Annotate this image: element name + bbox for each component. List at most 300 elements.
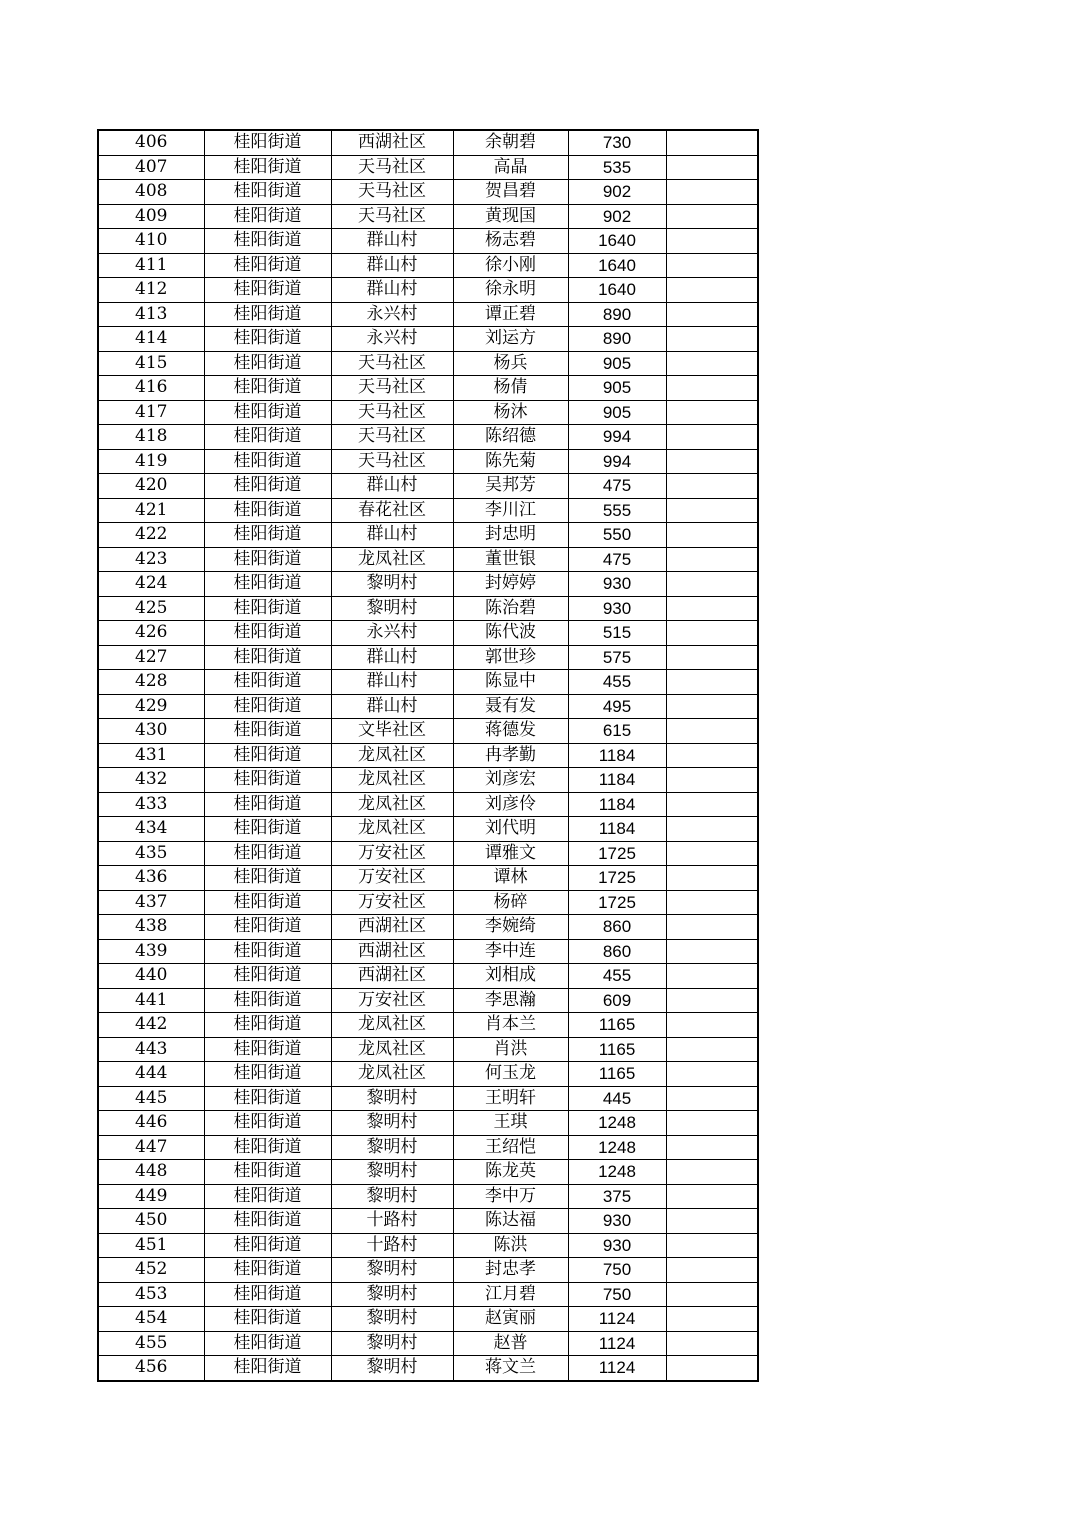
amount-cell: 930 [568, 572, 666, 597]
amount-cell: 1640 [568, 253, 666, 278]
amount-cell: 1248 [568, 1135, 666, 1160]
blank-cell [666, 915, 758, 940]
blank-cell [666, 1135, 758, 1160]
table-row [98, 1160, 758, 1185]
community-cell: 万安社区 [331, 988, 453, 1013]
row-number-cell: 421 [98, 498, 204, 523]
table-row [98, 645, 758, 670]
row-number-cell: 415 [98, 351, 204, 376]
table-row [98, 964, 758, 989]
name-cell: 陈绍德 [453, 425, 568, 450]
blank-cell [666, 1331, 758, 1356]
street-cell: 桂阳街道 [204, 1135, 331, 1160]
street-cell: 桂阳街道 [204, 621, 331, 646]
row-number-cell: 448 [98, 1160, 204, 1185]
table-row [98, 743, 758, 768]
name-cell: 王琪 [453, 1111, 568, 1136]
table-row [98, 694, 758, 719]
amount-cell: 860 [568, 939, 666, 964]
table-row [98, 866, 758, 891]
name-cell: 赵寅丽 [453, 1307, 568, 1332]
blank-cell [666, 1086, 758, 1111]
blank-cell [666, 229, 758, 254]
row-number-cell: 437 [98, 890, 204, 915]
table-row [98, 180, 758, 205]
amount-cell: 1184 [568, 743, 666, 768]
community-cell: 黎明村 [331, 1258, 453, 1283]
name-cell: 杨倩 [453, 376, 568, 401]
street-cell: 桂阳街道 [204, 792, 331, 817]
amount-cell: 1248 [568, 1160, 666, 1185]
street-cell: 桂阳街道 [204, 1062, 331, 1087]
street-cell: 桂阳街道 [204, 1013, 331, 1038]
table-row [98, 376, 758, 401]
street-cell: 桂阳街道 [204, 523, 331, 548]
amount-cell: 905 [568, 376, 666, 401]
street-cell: 桂阳街道 [204, 694, 331, 719]
blank-cell [666, 1111, 758, 1136]
amount-cell: 1184 [568, 768, 666, 793]
community-cell: 西湖社区 [331, 939, 453, 964]
amount-cell: 475 [568, 474, 666, 499]
community-cell: 群山村 [331, 645, 453, 670]
amount-cell: 930 [568, 1233, 666, 1258]
blank-cell [666, 1184, 758, 1209]
row-number-cell: 436 [98, 866, 204, 891]
name-cell: 刘彦宏 [453, 768, 568, 793]
name-cell: 陈治碧 [453, 596, 568, 621]
blank-cell [666, 1037, 758, 1062]
street-cell: 桂阳街道 [204, 180, 331, 205]
row-number-cell: 441 [98, 988, 204, 1013]
street-cell: 桂阳街道 [204, 1258, 331, 1283]
blank-cell [666, 719, 758, 744]
row-number-cell: 432 [98, 768, 204, 793]
name-cell: 杨志碧 [453, 229, 568, 254]
street-cell: 桂阳街道 [204, 841, 331, 866]
row-number-cell: 456 [98, 1356, 204, 1381]
community-cell: 黎明村 [331, 1356, 453, 1381]
amount-cell: 1165 [568, 1062, 666, 1087]
amount-cell: 860 [568, 915, 666, 940]
table-row [98, 1086, 758, 1111]
community-cell: 天马社区 [331, 204, 453, 229]
blank-cell [666, 572, 758, 597]
street-cell: 桂阳街道 [204, 498, 331, 523]
row-number-cell: 425 [98, 596, 204, 621]
blank-cell [666, 351, 758, 376]
blank-cell [666, 817, 758, 842]
community-cell: 黎明村 [331, 1086, 453, 1111]
street-cell: 桂阳街道 [204, 939, 331, 964]
street-cell: 桂阳街道 [204, 229, 331, 254]
table-row [98, 1307, 758, 1332]
amount-cell: 890 [568, 302, 666, 327]
street-cell: 桂阳街道 [204, 645, 331, 670]
name-cell: 谭正碧 [453, 302, 568, 327]
blank-cell [666, 670, 758, 695]
row-number-cell: 450 [98, 1209, 204, 1234]
amount-cell: 615 [568, 719, 666, 744]
blank-cell [666, 130, 758, 155]
table-row [98, 400, 758, 425]
table-row [98, 817, 758, 842]
blank-cell [666, 1013, 758, 1038]
row-number-cell: 416 [98, 376, 204, 401]
street-cell: 桂阳街道 [204, 1331, 331, 1356]
name-cell: 陈达福 [453, 1209, 568, 1234]
row-number-cell: 406 [98, 130, 204, 155]
table-row [98, 278, 758, 303]
street-cell: 桂阳街道 [204, 719, 331, 744]
table-row [98, 130, 758, 155]
amount-cell: 930 [568, 596, 666, 621]
name-cell: 肖洪 [453, 1037, 568, 1062]
street-cell: 桂阳街道 [204, 547, 331, 572]
amount-cell: 730 [568, 130, 666, 155]
name-cell: 王明轩 [453, 1086, 568, 1111]
amount-cell: 515 [568, 621, 666, 646]
street-cell: 桂阳街道 [204, 376, 331, 401]
amount-cell: 535 [568, 155, 666, 180]
table-row [98, 596, 758, 621]
table-row [98, 1209, 758, 1234]
blank-cell [666, 547, 758, 572]
table-row [98, 547, 758, 572]
amount-cell: 902 [568, 180, 666, 205]
table-row [98, 1331, 758, 1356]
table-row [98, 498, 758, 523]
name-cell: 陈先菊 [453, 449, 568, 474]
community-cell: 群山村 [331, 278, 453, 303]
blank-cell [666, 841, 758, 866]
amount-cell: 1124 [568, 1356, 666, 1381]
name-cell: 何玉龙 [453, 1062, 568, 1087]
community-cell: 群山村 [331, 474, 453, 499]
street-cell: 桂阳街道 [204, 670, 331, 695]
name-cell: 刘相成 [453, 964, 568, 989]
name-cell: 刘彦伶 [453, 792, 568, 817]
community-cell: 文毕社区 [331, 719, 453, 744]
community-cell: 永兴村 [331, 621, 453, 646]
name-cell: 封婷婷 [453, 572, 568, 597]
community-cell: 龙凤社区 [331, 547, 453, 572]
community-cell: 春花社区 [331, 498, 453, 523]
street-cell: 桂阳街道 [204, 890, 331, 915]
table-row [98, 229, 758, 254]
blank-cell [666, 278, 758, 303]
blank-cell [666, 1209, 758, 1234]
blank-cell [666, 400, 758, 425]
community-cell: 龙凤社区 [331, 1013, 453, 1038]
name-cell: 李思瀚 [453, 988, 568, 1013]
table-row [98, 523, 758, 548]
blank-cell [666, 155, 758, 180]
name-cell: 封忠孝 [453, 1258, 568, 1283]
community-cell: 天马社区 [331, 351, 453, 376]
blank-cell [666, 964, 758, 989]
row-number-cell: 423 [98, 547, 204, 572]
row-number-cell: 420 [98, 474, 204, 499]
amount-cell: 1725 [568, 866, 666, 891]
table-row [98, 302, 758, 327]
blank-cell [666, 988, 758, 1013]
street-cell: 桂阳街道 [204, 474, 331, 499]
community-cell: 西湖社区 [331, 964, 453, 989]
amount-cell: 994 [568, 449, 666, 474]
row-number-cell: 407 [98, 155, 204, 180]
amount-cell: 455 [568, 670, 666, 695]
blank-cell [666, 596, 758, 621]
street-cell: 桂阳街道 [204, 1160, 331, 1185]
blank-cell [666, 474, 758, 499]
community-cell: 十路村 [331, 1209, 453, 1234]
community-cell: 龙凤社区 [331, 1062, 453, 1087]
name-cell: 陈代波 [453, 621, 568, 646]
amount-cell: 1640 [568, 229, 666, 254]
name-cell: 杨兵 [453, 351, 568, 376]
blank-cell [666, 523, 758, 548]
row-number-cell: 438 [98, 915, 204, 940]
community-cell: 群山村 [331, 229, 453, 254]
amount-cell: 905 [568, 400, 666, 425]
street-cell: 桂阳街道 [204, 327, 331, 352]
name-cell: 封忠明 [453, 523, 568, 548]
table-row [98, 1258, 758, 1283]
name-cell: 蒋德发 [453, 719, 568, 744]
row-number-cell: 417 [98, 400, 204, 425]
name-cell: 吴邦芳 [453, 474, 568, 499]
amount-cell: 375 [568, 1184, 666, 1209]
community-cell: 永兴村 [331, 327, 453, 352]
community-cell: 黎明村 [331, 1135, 453, 1160]
blank-cell [666, 792, 758, 817]
name-cell: 陈显中 [453, 670, 568, 695]
row-number-cell: 408 [98, 180, 204, 205]
name-cell: 赵普 [453, 1331, 568, 1356]
table-row [98, 1111, 758, 1136]
blank-cell [666, 302, 758, 327]
row-number-cell: 444 [98, 1062, 204, 1087]
table-row [98, 572, 758, 597]
community-cell: 万安社区 [331, 866, 453, 891]
row-number-cell: 410 [98, 229, 204, 254]
name-cell: 刘运方 [453, 327, 568, 352]
row-number-cell: 428 [98, 670, 204, 695]
table-row [98, 939, 758, 964]
blank-cell [666, 1356, 758, 1381]
blank-cell [666, 939, 758, 964]
name-cell: 郭世珍 [453, 645, 568, 670]
table-row [98, 1233, 758, 1258]
blank-cell [666, 253, 758, 278]
street-cell: 桂阳街道 [204, 1184, 331, 1209]
row-number-cell: 439 [98, 939, 204, 964]
row-number-cell: 452 [98, 1258, 204, 1283]
row-number-cell: 445 [98, 1086, 204, 1111]
row-number-cell: 446 [98, 1111, 204, 1136]
street-cell: 桂阳街道 [204, 351, 331, 376]
table-row [98, 327, 758, 352]
table-row [98, 474, 758, 499]
street-cell: 桂阳街道 [204, 1037, 331, 1062]
street-cell: 桂阳街道 [204, 915, 331, 940]
table-row [98, 204, 758, 229]
name-cell: 李川江 [453, 498, 568, 523]
table-row [98, 792, 758, 817]
street-cell: 桂阳街道 [204, 596, 331, 621]
amount-cell: 475 [568, 547, 666, 572]
row-number-cell: 442 [98, 1013, 204, 1038]
street-cell: 桂阳街道 [204, 1086, 331, 1111]
amount-cell: 905 [568, 351, 666, 376]
community-cell: 群山村 [331, 253, 453, 278]
row-number-cell: 453 [98, 1282, 204, 1307]
blank-cell [666, 866, 758, 891]
street-cell: 桂阳街道 [204, 130, 331, 155]
amount-cell: 750 [568, 1258, 666, 1283]
name-cell: 李婉绮 [453, 915, 568, 940]
row-number-cell: 440 [98, 964, 204, 989]
blank-cell [666, 1062, 758, 1087]
community-cell: 西湖社区 [331, 130, 453, 155]
street-cell: 桂阳街道 [204, 1356, 331, 1381]
community-cell: 黎明村 [331, 1184, 453, 1209]
name-cell: 江月碧 [453, 1282, 568, 1307]
row-number-cell: 426 [98, 621, 204, 646]
row-number-cell: 411 [98, 253, 204, 278]
amount-cell: 1725 [568, 841, 666, 866]
name-cell: 徐小刚 [453, 253, 568, 278]
table-row [98, 253, 758, 278]
amount-cell: 1184 [568, 792, 666, 817]
community-cell: 万安社区 [331, 890, 453, 915]
table-row [98, 425, 758, 450]
street-cell: 桂阳街道 [204, 1111, 331, 1136]
row-number-cell: 431 [98, 743, 204, 768]
blank-cell [666, 694, 758, 719]
street-cell: 桂阳街道 [204, 1209, 331, 1234]
row-number-cell: 447 [98, 1135, 204, 1160]
community-cell: 龙凤社区 [331, 743, 453, 768]
amount-cell: 609 [568, 988, 666, 1013]
street-cell: 桂阳街道 [204, 866, 331, 891]
name-cell: 聂有发 [453, 694, 568, 719]
amount-cell: 750 [568, 1282, 666, 1307]
blank-cell [666, 327, 758, 352]
amount-cell: 1725 [568, 890, 666, 915]
row-number-cell: 413 [98, 302, 204, 327]
community-cell: 天马社区 [331, 180, 453, 205]
community-cell: 黎明村 [331, 572, 453, 597]
community-cell: 黎明村 [331, 1331, 453, 1356]
blank-cell [666, 743, 758, 768]
blank-cell [666, 204, 758, 229]
blank-cell [666, 1258, 758, 1283]
name-cell: 杨碎 [453, 890, 568, 915]
community-cell: 永兴村 [331, 302, 453, 327]
row-number-cell: 451 [98, 1233, 204, 1258]
community-cell: 黎明村 [331, 1282, 453, 1307]
name-cell: 贺昌碧 [453, 180, 568, 205]
table-body [98, 130, 758, 1381]
blank-cell [666, 768, 758, 793]
row-number-cell: 433 [98, 792, 204, 817]
amount-cell: 445 [568, 1086, 666, 1111]
community-cell: 群山村 [331, 523, 453, 548]
row-number-cell: 449 [98, 1184, 204, 1209]
row-number-cell: 418 [98, 425, 204, 450]
table-row [98, 351, 758, 376]
row-number-cell: 455 [98, 1331, 204, 1356]
name-cell: 陈龙英 [453, 1160, 568, 1185]
street-cell: 桂阳街道 [204, 768, 331, 793]
community-cell: 十路村 [331, 1233, 453, 1258]
row-number-cell: 430 [98, 719, 204, 744]
name-cell: 余朝碧 [453, 130, 568, 155]
table-row [98, 890, 758, 915]
name-cell: 蒋文兰 [453, 1356, 568, 1381]
street-cell: 桂阳街道 [204, 302, 331, 327]
blank-cell [666, 890, 758, 915]
blank-cell [666, 498, 758, 523]
amount-cell: 902 [568, 204, 666, 229]
community-cell: 天马社区 [331, 425, 453, 450]
row-number-cell: 414 [98, 327, 204, 352]
amount-cell: 1184 [568, 817, 666, 842]
amount-cell: 575 [568, 645, 666, 670]
name-cell: 李中连 [453, 939, 568, 964]
community-cell: 黎明村 [331, 1111, 453, 1136]
table-row [98, 768, 758, 793]
blank-cell [666, 1233, 758, 1258]
row-number-cell: 434 [98, 817, 204, 842]
blank-cell [666, 645, 758, 670]
street-cell: 桂阳街道 [204, 988, 331, 1013]
row-number-cell: 424 [98, 572, 204, 597]
blank-cell [666, 425, 758, 450]
blank-cell [666, 1307, 758, 1332]
table-row [98, 155, 758, 180]
blank-cell [666, 621, 758, 646]
data-table [97, 129, 759, 1382]
name-cell: 谭雅文 [453, 841, 568, 866]
blank-cell [666, 1282, 758, 1307]
name-cell: 黄现国 [453, 204, 568, 229]
street-cell: 桂阳街道 [204, 817, 331, 842]
row-number-cell: 419 [98, 449, 204, 474]
community-cell: 群山村 [331, 670, 453, 695]
row-number-cell: 422 [98, 523, 204, 548]
table-row [98, 449, 758, 474]
amount-cell: 1640 [568, 278, 666, 303]
amount-cell: 994 [568, 425, 666, 450]
amount-cell: 550 [568, 523, 666, 548]
street-cell: 桂阳街道 [204, 449, 331, 474]
name-cell: 杨沐 [453, 400, 568, 425]
amount-cell: 930 [568, 1209, 666, 1234]
amount-cell: 1124 [568, 1307, 666, 1332]
name-cell: 董世银 [453, 547, 568, 572]
community-cell: 天马社区 [331, 155, 453, 180]
amount-cell: 1165 [568, 1037, 666, 1062]
name-cell: 陈洪 [453, 1233, 568, 1258]
amount-cell: 495 [568, 694, 666, 719]
table-row [98, 1184, 758, 1209]
community-cell: 西湖社区 [331, 915, 453, 940]
name-cell: 肖本兰 [453, 1013, 568, 1038]
street-cell: 桂阳街道 [204, 964, 331, 989]
